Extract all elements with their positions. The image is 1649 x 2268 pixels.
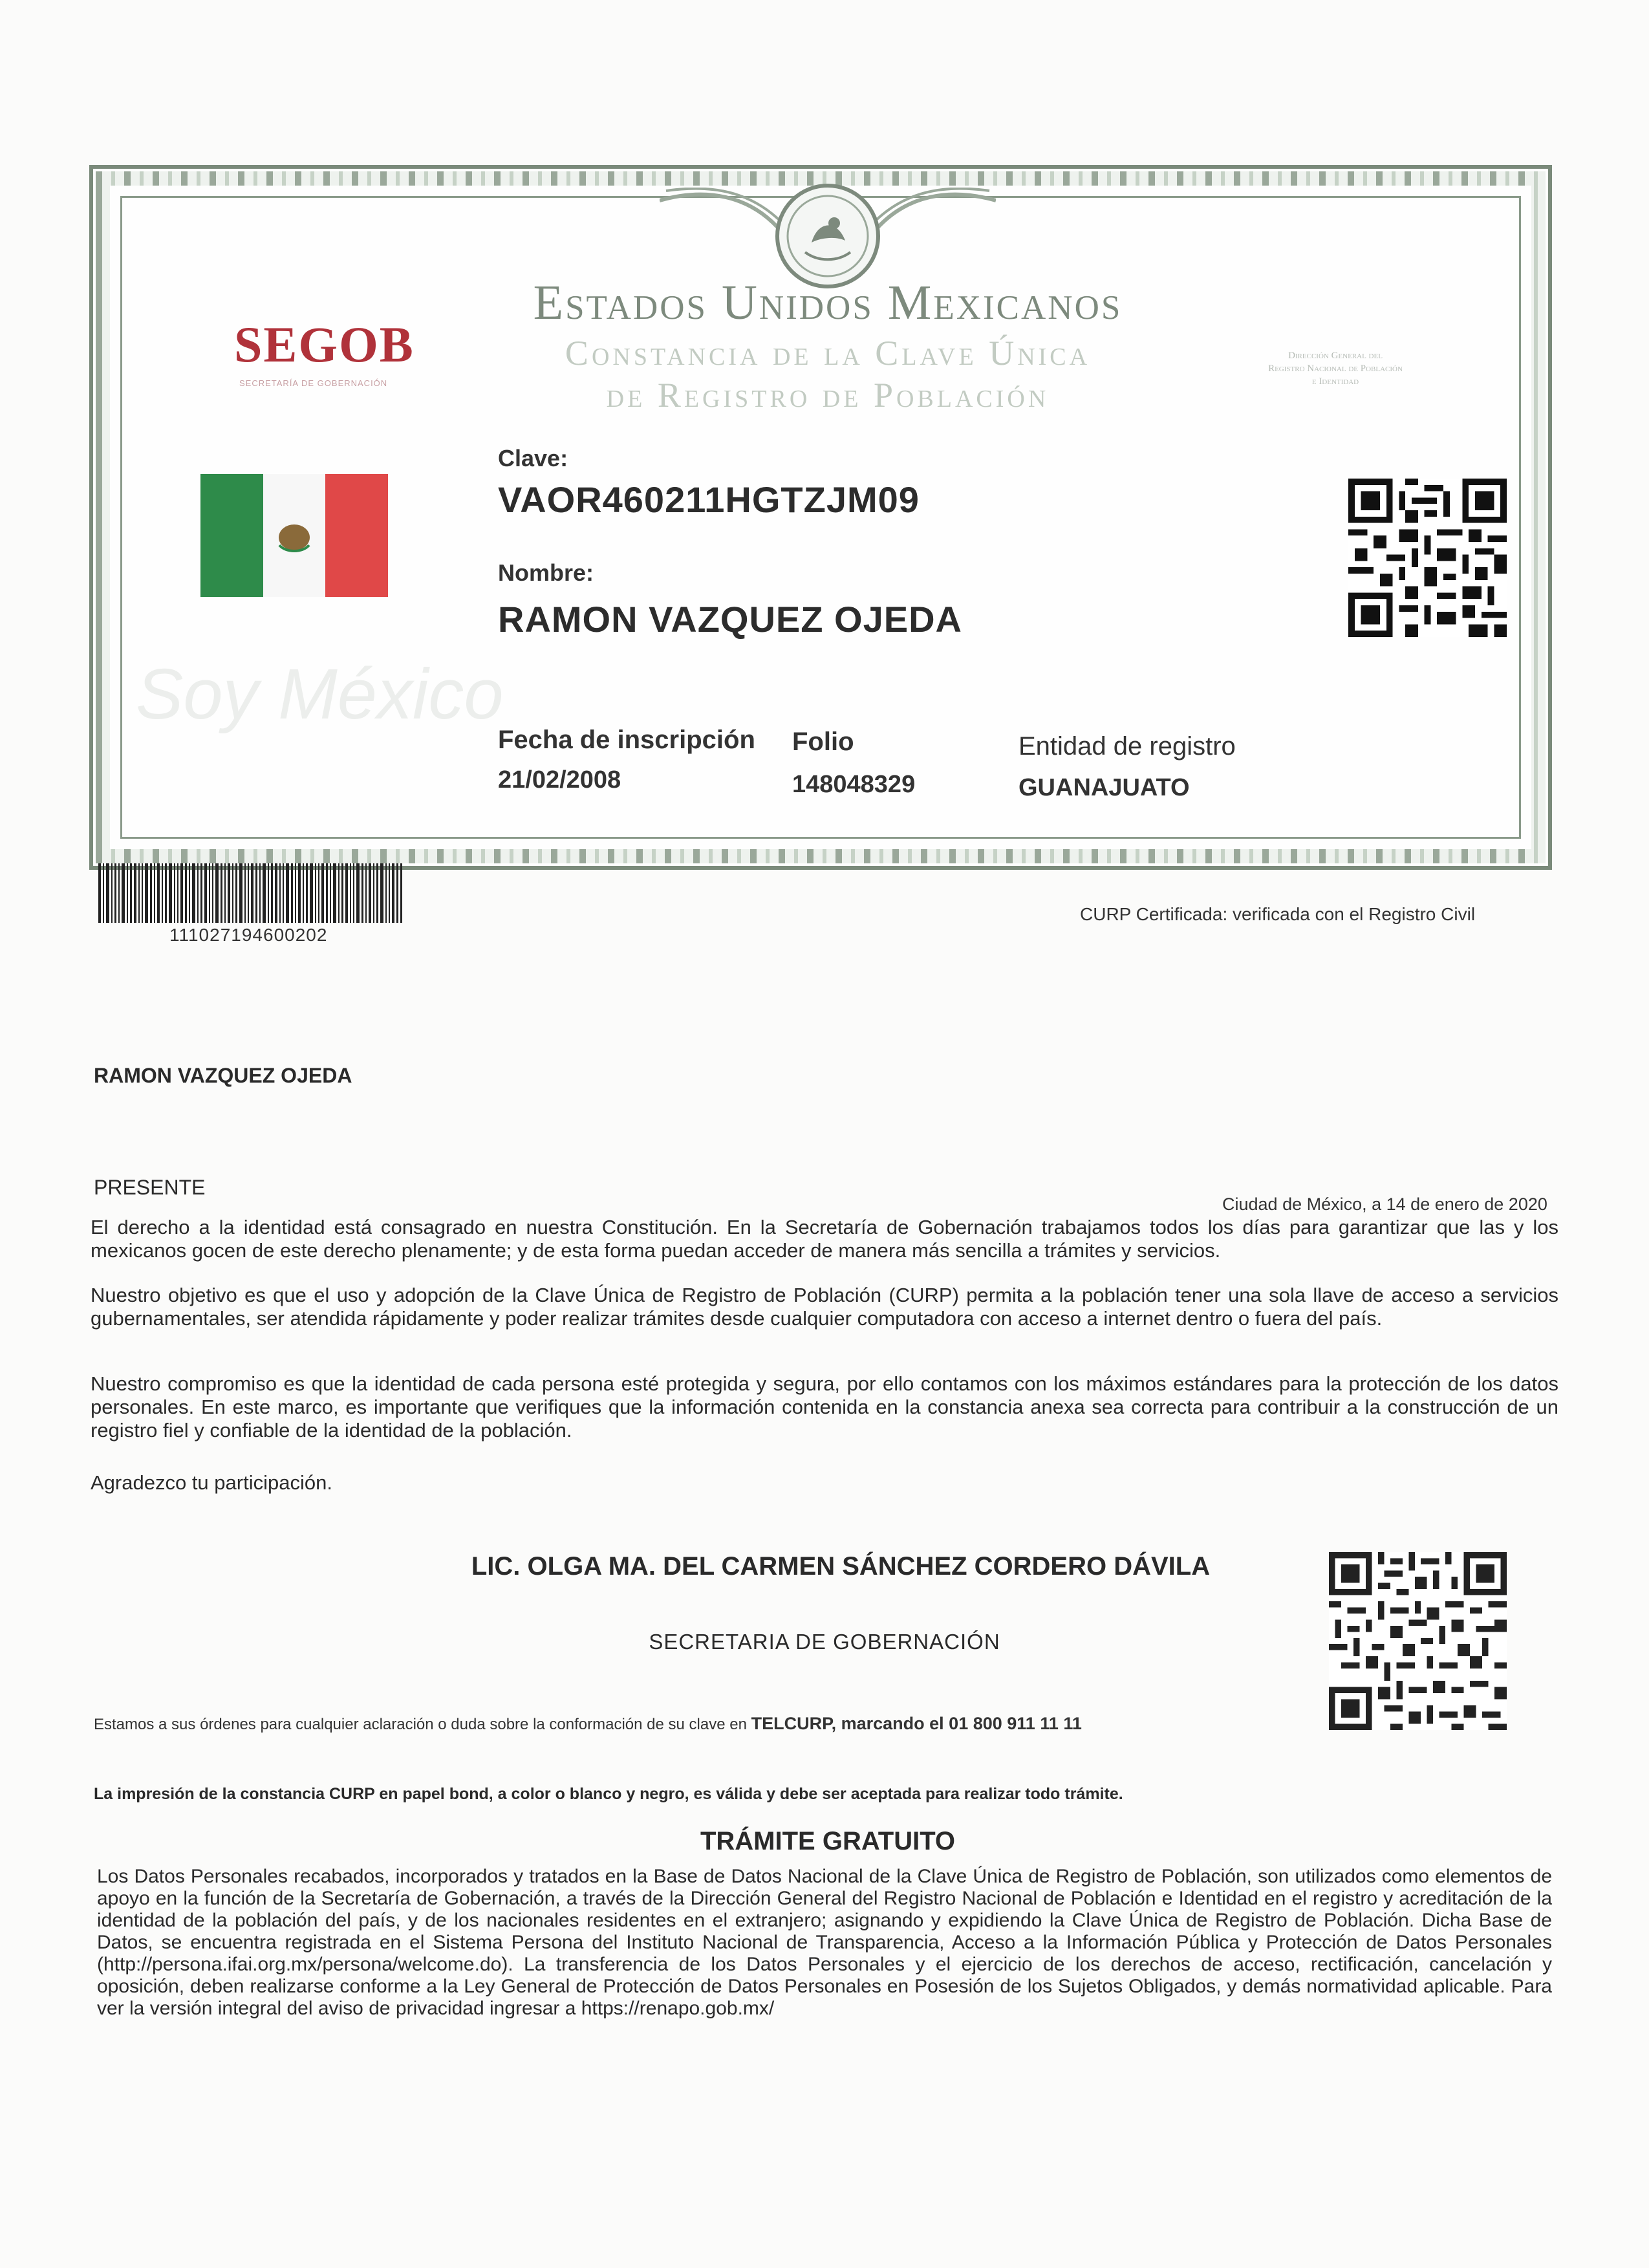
presente-label: PRESENTE (94, 1176, 206, 1199)
certificate-subtitle-line2: de Registro de Población (606, 376, 1050, 415)
signer-title: SECRETARIA DE GOBERNACIÓN (649, 1630, 1000, 1654)
wing-ornament-right-icon (873, 188, 996, 239)
clave-value: VAOR460211HGTZJM09 (498, 479, 920, 520)
letter-date: Ciudad de México, a 14 de enero de 2020 (1222, 1194, 1547, 1214)
direccion-general-label (1183, 349, 1487, 388)
barcode-icon (98, 863, 402, 923)
curp-certificada-note: CURP Certificada: verificada con el Registro Civil (1080, 904, 1476, 924)
letter-paragraph: El derecho a la identidad está consagrado en nuestra Constitución. En la Secretaría de Gobernación trabajamos todos los días para garantizar que las y los mexicanos gocen de este derecho plenamente; y de esta forma puedan acceder de manera más sencilla a trámites y servicios. (91, 1216, 1558, 1262)
clave-label: Clave: (498, 445, 568, 471)
telcurp-note (94, 1714, 1082, 1734)
privacy-notice: Los Datos Personales recabados, incorporados y tratados en la Base de Datos Nacional de la Clave Única de Registro de Población, son utilizados como elementos de apoyo en la función de la Secretaría de Gobernación, a través de la Dirección General del Registro Nacional de Población e Identidad en el registro y acreditación de la identidad de la población del país, y de los nacionales residentes en el extranjero; asignando y expidiendo la Clave Única de Registro de Población. Dicha Base de Datos, se encuentra registrada en el Sistema Persona del Instituto Nacional de Transparencia, Acceso a la Información Pública y Protección de Datos Personales (http://persona.ifai.org.mx/persona/welcome.do). La transferencia de los Datos Personales y el ejercicio de los derechos de acceso, rectificación, cancelación y oposición, deben realizarse conforme a la Ley General de Protección de Datos Personales en Posesión de los Sujetos Obligados, y demás normatividad aplicable. Para ver la versión integral del aviso de privacidad ingresar a https://renapo.gob.mx/ (97, 1866, 1552, 2019)
wing-ornament-left-icon (660, 188, 782, 239)
segob-logo: SEGOB (234, 316, 415, 373)
certificate-title: Estados Unidos Mexicanos (533, 275, 1123, 330)
direccion-line3: e Identidad (1311, 376, 1359, 387)
letter-paragraph: Nuestro objetivo es que el uso y adopción de la Clave Única de Registro de Población (CURP) permita a la población tener una sola llave de acceso a servicios gubernamentales, ser atendida rápidamente y poder realizar trámites desde cualquier computadora con acceso a internet dentro o fuera del país. (91, 1284, 1558, 1330)
qr-code-icon (1348, 479, 1507, 637)
entidad-registro-value: GUANAJUATO (1018, 774, 1190, 801)
direccion-line1: Dirección General del (1288, 351, 1383, 361)
segob-subtitle: SECRETARÍA DE GOBERNACIÓN (239, 378, 388, 388)
tramite-gratuito-heading: TRÁMITE GRATUITO (700, 1827, 956, 1855)
nombre-value: RAMON VAZQUEZ OJEDA (498, 599, 962, 640)
qr-code-signature-icon (1329, 1552, 1507, 1730)
fecha-inscripcion-label: Fecha de inscripción (498, 726, 755, 754)
certificate-subtitle-line1: Constancia de la Clave Única (565, 334, 1091, 373)
barcode-number: 111027194600202 (169, 925, 328, 945)
fecha-inscripcion-value: 21/02/2008 (498, 766, 621, 794)
mexico-flag-icon (200, 474, 388, 597)
direccion-line2: Registro Nacional de Población (1268, 363, 1403, 374)
telcurp-phone: TELCURP, marcando el 01 800 911 11 11 (751, 1714, 1082, 1733)
impresion-validity-note: La impresión de la constancia CURP en papel bond, a color o blanco y negro, es válida y debe ser aceptada para realizar todo trámite. (94, 1785, 1123, 1803)
letter-paragraph: Nuestro compromiso es que la identidad de cada persona esté protegida y segura, por ello contamos con los máximos estándares para la protección de los datos personales. En este marco, es importante que verifiques que la información contenida en la constancia anexa sea correcta para contribuir a la construcción de un registro fiel y confiable de la identidad de la población. (91, 1372, 1558, 1442)
entidad-registro-label: Entidad de registro (1018, 732, 1236, 761)
folio-value: 148048329 (792, 771, 916, 798)
letter-paragraph: Agradezco tu participación. (91, 1471, 332, 1494)
signer-name: LIC. OLGA MA. DEL CARMEN SÁNCHEZ CORDERO DÁVILA (471, 1552, 1211, 1581)
recipient-name: RAMON VAZQUEZ OJEDA (94, 1064, 352, 1087)
folio-label: Folio (792, 728, 854, 756)
soy-mexico-watermark: Soy México (136, 654, 504, 734)
nombre-label: Nombre: (498, 559, 594, 586)
telcurp-text: Estamos a sus órdenes para cualquier aclaración o duda sobre la conformación de su clave en (94, 1716, 747, 1733)
